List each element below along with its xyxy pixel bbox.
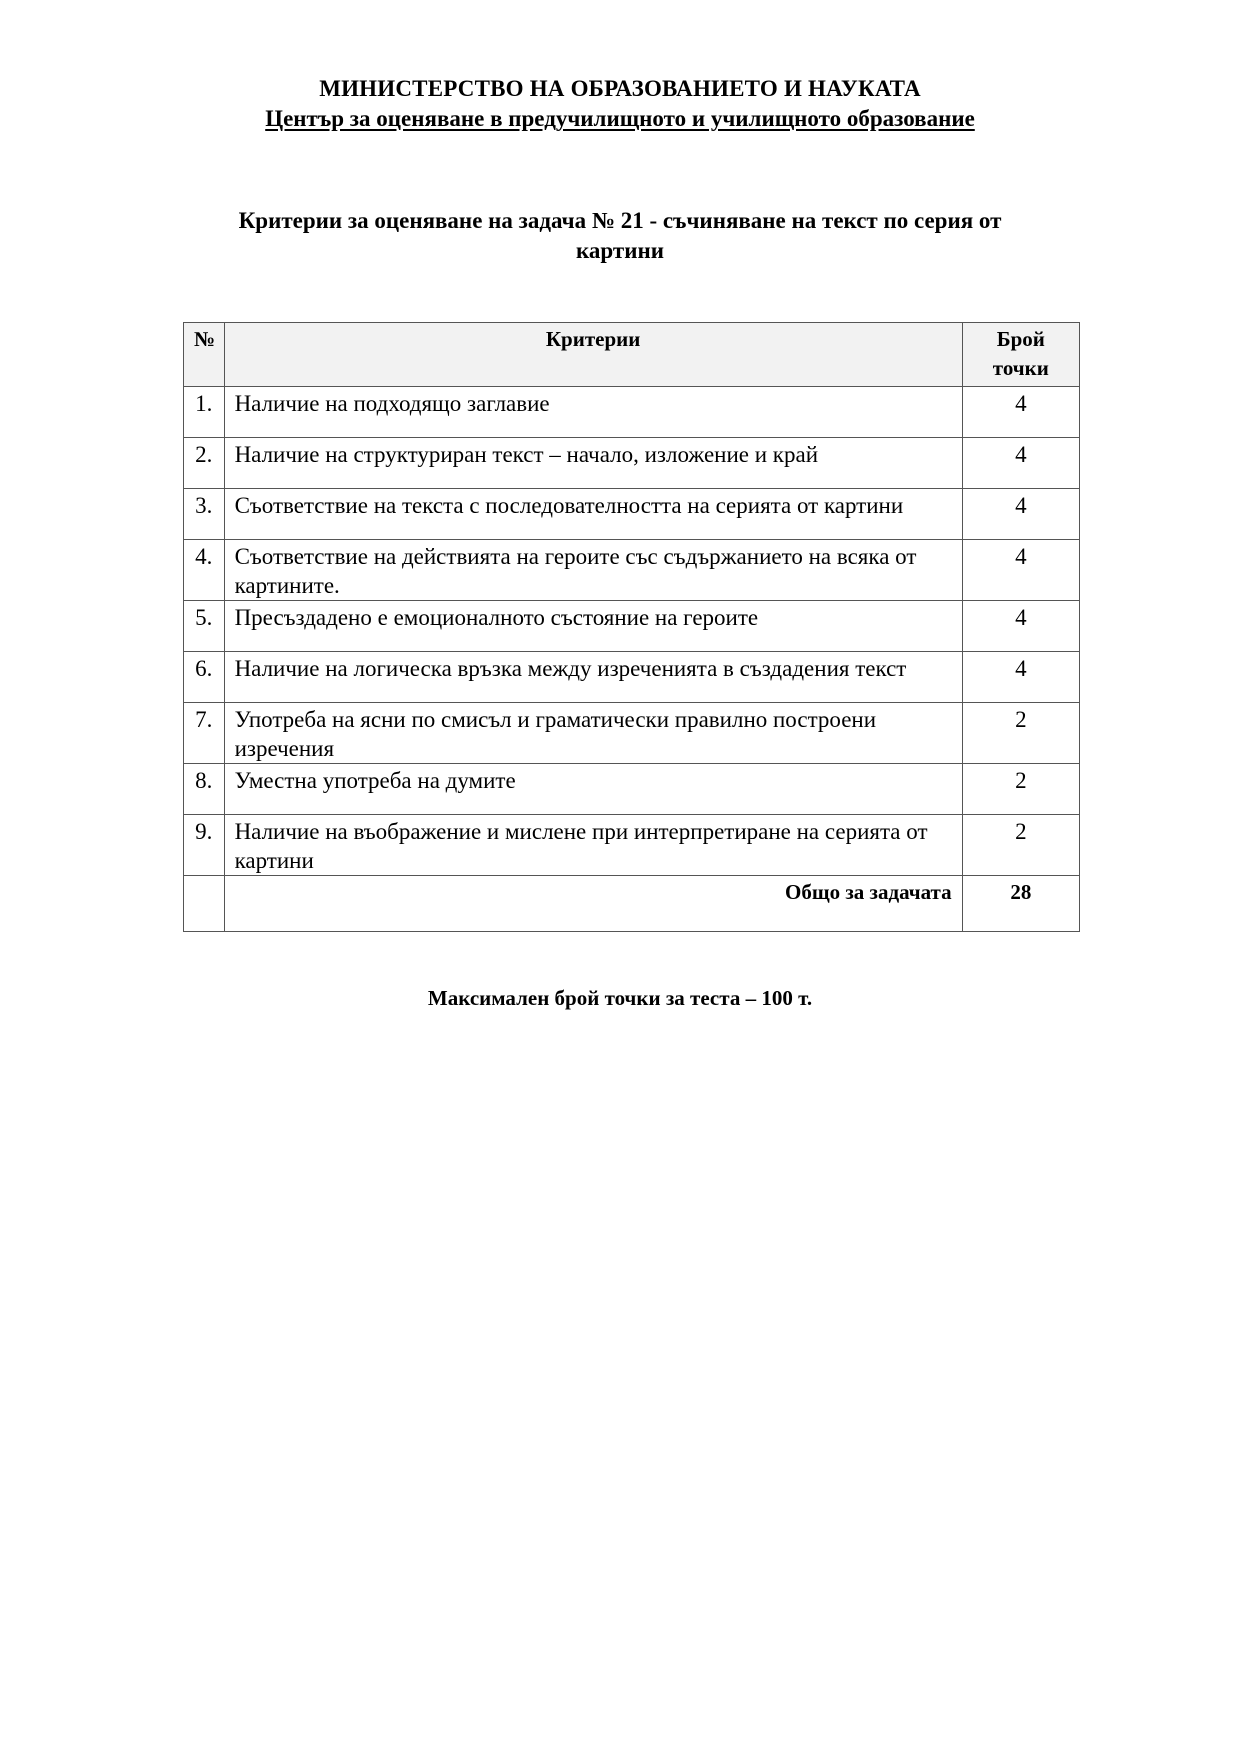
table-row xyxy=(184,489,1080,540)
row-criterion: Наличие на структуриран текст – начало, изложение и край xyxy=(224,438,962,489)
row-number: 6. xyxy=(184,652,225,703)
header-number: № xyxy=(184,323,225,387)
row-number: 7. xyxy=(184,703,225,764)
max-points-note: Максимален брой точки за теста – 100 т. xyxy=(427,986,813,1010)
row-criterion: Уместна употреба на думите xyxy=(224,764,962,815)
row-points: 4 xyxy=(962,387,1079,438)
row-points: 4 xyxy=(962,601,1079,652)
document-header xyxy=(0,74,1240,134)
table-header-row xyxy=(184,323,1080,387)
row-number: 1. xyxy=(184,387,225,438)
row-number: 2. xyxy=(184,438,225,489)
row-points: 4 xyxy=(962,540,1079,601)
table-row xyxy=(184,652,1080,703)
row-points: 2 xyxy=(962,764,1079,815)
row-criterion: Съответствие на текста с последователността на серията от картини xyxy=(224,489,962,540)
table-row xyxy=(184,387,1080,438)
row-points: 2 xyxy=(962,815,1079,876)
row-points: 4 xyxy=(962,438,1079,489)
table-row xyxy=(184,540,1080,601)
row-criterion: Наличие на логическа връзка между изреченията в създадения текст xyxy=(224,652,962,703)
table-row xyxy=(184,438,1080,489)
header-criteria: Критерии xyxy=(224,323,962,387)
row-criterion: Пресъздадено е емоционалното състояние на героите xyxy=(224,601,962,652)
criteria-table xyxy=(183,322,1080,932)
table-row xyxy=(184,764,1080,815)
document-title: Критерии за оценяване на задача № 21 - съчиняване на текст по серия от картини xyxy=(238,208,1002,263)
total-empty-cell xyxy=(184,876,225,932)
row-number: 5. xyxy=(184,601,225,652)
row-number: 3. xyxy=(184,489,225,540)
table-row xyxy=(184,601,1080,652)
total-points: 28 xyxy=(962,876,1079,932)
row-number: 9. xyxy=(184,815,225,876)
row-criterion: Наличие на подходящо заглавие xyxy=(224,387,962,438)
row-number: 8. xyxy=(184,764,225,815)
table-row xyxy=(184,815,1080,876)
table-total-row xyxy=(184,876,1080,932)
total-label: Общо за задачата xyxy=(224,876,962,932)
center-name: Център за оценяване в предучилищното и училищното образование xyxy=(265,106,975,131)
ministry-name: МИНИСТЕРСТВО НА ОБРАЗОВАНИЕТО И НАУКАТА xyxy=(319,76,921,101)
row-criterion: Наличие на въображение и мислене при интерпретиране на серията от картини xyxy=(224,815,962,876)
row-points: 4 xyxy=(962,489,1079,540)
table-row xyxy=(184,703,1080,764)
row-number: 4. xyxy=(184,540,225,601)
row-criterion: Употреба на ясни по смисъл и граматически правилно построени изречения xyxy=(224,703,962,764)
row-criterion: Съответствие на действията на героите със съдържанието на всяка от картините. xyxy=(224,540,962,601)
row-points: 2 xyxy=(962,703,1079,764)
header-points: Брой точки xyxy=(962,323,1079,387)
row-points: 4 xyxy=(962,652,1079,703)
